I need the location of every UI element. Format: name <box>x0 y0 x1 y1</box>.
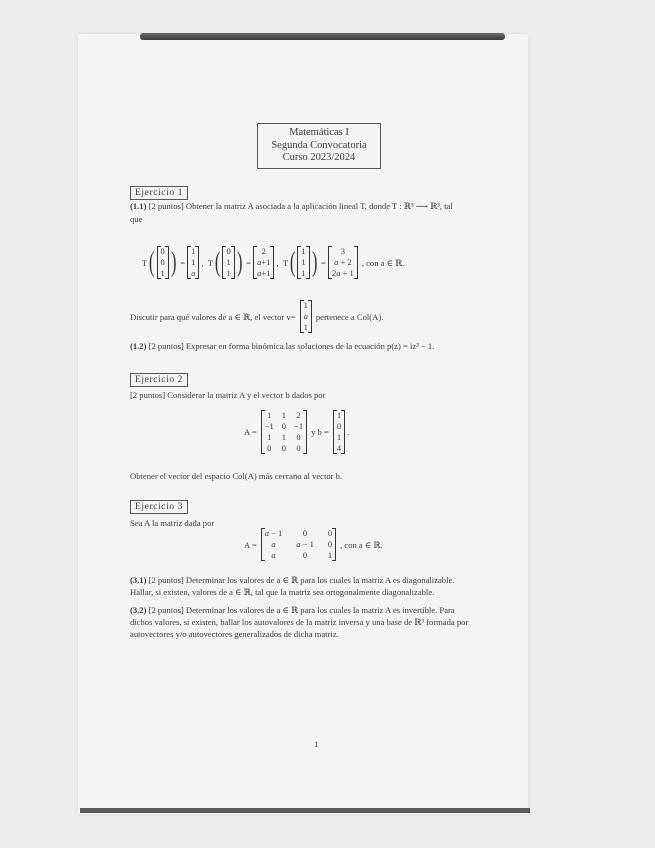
exercise-3-2-statement <box>130 604 455 616</box>
part-3-2-continuation-1: dichos valores, si existen, hallar los autovalores de la matriz inversa y una base de ℝ³ formada por <box>130 617 469 627</box>
equation-suffix: , con a ∈ ℝ. <box>361 257 405 268</box>
vector-b-label: y b = <box>311 427 329 437</box>
part-1-2-text: [2 puntos] Expresar en forma binómica las soluciones de la ecuación p(z) = iz³ − 1. <box>148 341 435 351</box>
exercise-3-1-statement <box>130 574 454 586</box>
part-3-2-number: (3.2) <box>130 605 147 615</box>
academic-year: Curso 2023/2024 <box>282 152 356 163</box>
scan-shadow-bottom <box>80 808 530 813</box>
discuss-line: Discutir para qué valores de a ∈ ℝ, el vector v= 1 a 1 pertenece a Col(A). <box>130 300 384 332</box>
exercise-2-heading: Ejercicio 2 <box>130 373 188 387</box>
part-3-1-number: (3.1) <box>130 575 147 585</box>
exam-title-box <box>257 123 381 169</box>
discuss-prefix: Discutir para qué valores de a ∈ ℝ, el vector v= <box>130 311 296 322</box>
discuss-suffix: pertenece a Col(A). <box>315 311 384 322</box>
course-name: Matemáticas I <box>289 127 349 138</box>
part-1-2-number: (1.2) <box>130 341 147 351</box>
exercise-1-2-statement <box>130 340 434 352</box>
part-1-1-text: [2 puntos] Obtener la matriz A asociada a la aplicación lineal T, donde T : ℝ³ ⟶ ℝ³, tal <box>148 201 453 211</box>
part-1-1-continuation: que <box>130 214 143 224</box>
matrix-a3-label: A = <box>244 539 257 550</box>
part-3-1-continuation: Hallar, si existen, valores de a ∈ ℝ, tal que la matriz sea ortogonalmente diagonalizable. <box>130 587 435 597</box>
exercise-1-heading: Ejercicio 1 <box>130 186 188 200</box>
linear-map-equation: T ( 0 0 1 ) = 1 1 a , T ( 0 1 1 ) = 2 a+1 a+1 , T ( 1 1 1 ) = 3 a + 2 2a + 1 , con a ∈ ℝ. <box>142 246 405 278</box>
exercise-2-statement: [2 puntos] Considerar la matriz A y el vector b dados por <box>130 390 326 400</box>
part-3-2-continuation-2: autovectores y/o autovectores generalizados de dicha matriz. <box>130 629 339 639</box>
scan-shadow-top <box>140 33 505 40</box>
matrix-a-label: A = <box>244 427 257 437</box>
matrix-a3-suffix: , con a ∈ ℝ. <box>340 539 383 550</box>
exercise-1-1-statement <box>130 200 453 212</box>
exam-session: Segunda Convocatoria <box>271 139 367 151</box>
part-1-1-number: (1.1) <box>130 201 147 211</box>
page-number: 1 <box>314 739 319 749</box>
exercise-2-task: Obtener el vector del espacio Col(A) más cercano al vector b. <box>130 471 343 481</box>
exercise-2-matrices: A = 1 1 2 −1 0 −1 1 1 0 0 0 0 y b = 1 0 1 4 . <box>244 410 350 453</box>
part-3-1-text: [2 puntos] Determinar los valores de a ∈ ℝ para los cuales la matriz A es diagonalizable. <box>148 575 455 585</box>
exercise-3-matrix: A = a − 1 0 0 a a − 1 0 a 0 1 , con a ∈ ℝ. <box>244 528 383 560</box>
exercise-3-heading: Ejercicio 3 <box>130 500 188 514</box>
part-3-2-text: [2 puntos] Determinar los valores de a ∈ ℝ para los cuales la matriz A es invertible. Para <box>148 605 455 615</box>
exercise-3-intro: Sea A la matriz dada por <box>130 518 215 528</box>
